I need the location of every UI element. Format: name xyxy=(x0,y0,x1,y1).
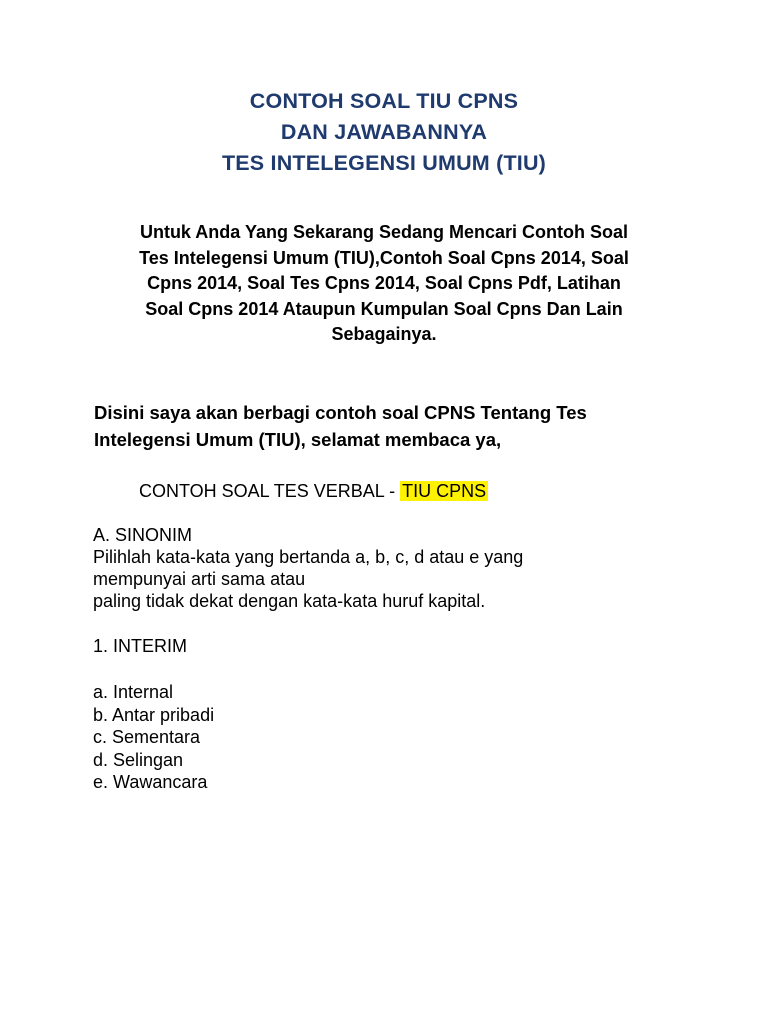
option-item: a. Internal xyxy=(93,682,174,702)
intro-line: Untuk Anda Yang Sekarang Sedang Mencari Contoh Soal xyxy=(139,222,629,242)
document-title xyxy=(0,86,768,179)
section-heading xyxy=(139,478,488,504)
option-item: c. Sementara xyxy=(93,727,201,747)
sinonim-label: A. SINONIM xyxy=(93,525,193,545)
intro-line: Soal Cpns 2014 Ataupun Kumpulan Soal Cpns Dan Lain xyxy=(145,298,623,319)
instruction-line: mempunyai arti sama atau xyxy=(93,569,306,589)
title-line-3: TES INTELEGENSI UMUM (TIU) xyxy=(221,151,547,175)
intro-paragraph xyxy=(92,220,676,348)
sinonim-section xyxy=(93,524,713,612)
title-line-1: CONTOH SOAL TIU CPNS xyxy=(249,89,519,113)
intro-line: Cpns 2014, Soal Tes Cpns 2014, Soal Cpns Pdf, Latihan xyxy=(147,273,621,293)
title-line-2: DAN JAWABANNYA xyxy=(280,120,488,144)
option-item: e. Wawancara xyxy=(93,772,208,792)
intro-line: Sebagainya. xyxy=(331,324,437,344)
option-item: b. Antar pribadi xyxy=(93,704,215,725)
share-line: Disini saya akan berbagi contoh soal CPNS Tentang Tes xyxy=(94,402,587,423)
instruction-line: Pilihlah kata-kata yang bertanda a, b, c, d atau e yang xyxy=(93,547,524,567)
instruction-line: paling tidak dekat dengan kata-kata huruf kapital. xyxy=(93,591,486,611)
intro-line: Tes Intelegensi Umum (TIU),Contoh Soal Cpns 2014, Soal xyxy=(139,247,629,268)
share-line: Intelegensi Umum (TIU), selamat membaca ya, xyxy=(94,429,502,450)
question-1-options xyxy=(93,681,214,794)
option-item: d. Selingan xyxy=(93,749,184,770)
section-heading-prefix: CONTOH SOAL TES VERBAL - xyxy=(139,481,401,501)
section-heading-highlight: TIU CPNS xyxy=(402,481,487,501)
question-1: 1. INTERIM xyxy=(93,636,188,656)
share-paragraph xyxy=(94,399,714,453)
